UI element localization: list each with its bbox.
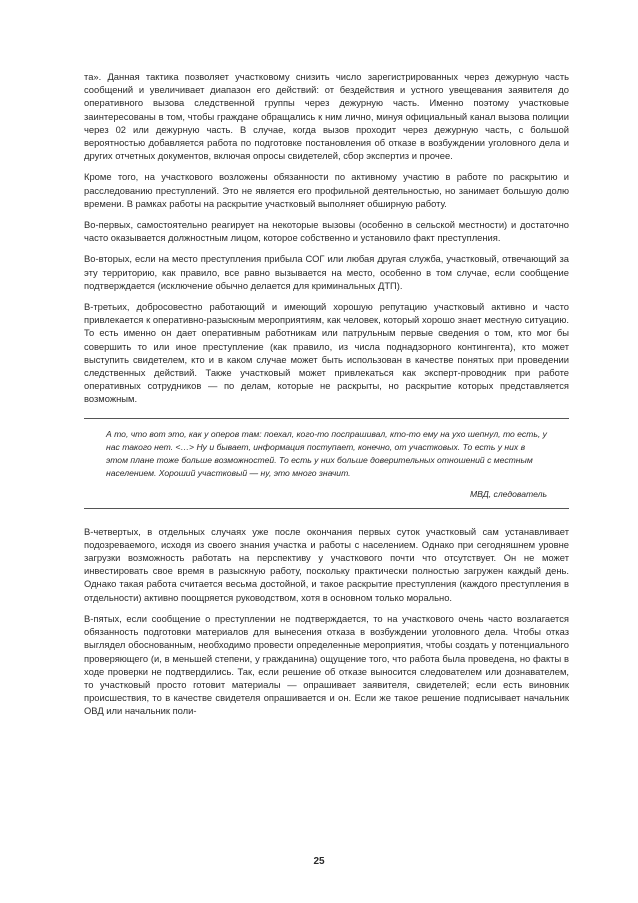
quote-source: МВД, следователь [470,488,547,499]
paragraph: В-четвертых, в отдельных случаях уже после окончания первых суток участковый сам устанавливает подозреваемого, исходя из своего знания участка и работы с населением. Однако при сегодняшнем уровне загрузки возможность работать на перспективу у участкового почти что отсутствует. Он не может инвестировать свое время в разыскную работу, поскольку практически полностью загружен каждый день. Однако такая работа считается весьма достойной, и такое раскрытие преступления (каждого преступления в отдельности) активно поощряется руководством, хотя в основном только морально. [84,525,569,603]
paragraph: Кроме того, на участкового возложены обязанности по активному участию в работе по раскрытию и расследованию преступлений. Это не является его профильной деятельностью, но занимает большую долю времени. В рамках работы на раскрытие участковый выполняет обширную работу. [84,171,569,209]
page-content [84,70,569,726]
interview-quote [84,418,569,509]
paragraph: та». Данная тактика позволяет участковому снизить число зарегистрированных через дежурную часть сообщений и увеличивает диапазон его действий: от бездействия и устного увещевания заявителя до оперативного вызова следственной группы через дежурную часть. Именно поэтому участковые заинтересованы в том, чтобы граждане обращались к ним лично, минуя официальный канал вызова полиции через 02 или дежурную часть. В случае, когда вызов проходит через дежурную часть, с большой вероятностью добавляется работа по подготовке постановления об отказе в возбуждении уголовного дела и других отчетных документов, включая опросы свидетелей, сбор экспертиз и прочее. [84,71,569,162]
paragraph: В-пятых, если сообщение о преступлении не подтверждается, то на участкового очень часто возлагается обязанность подготовки материалов для вынесения отказа в возбуждении уголовного дела. Чтобы отказ выглядел обоснованным, необходимо провести определенные мероприятия, чтобы создать у потенциального проверяющего (и, в меньшей степени, у гражданина) ощущение того, что работа была проведена, но факты в ходе проверки не подтвердились. Так, если решение об отказе выносится следователем или дознавателем, то участковый просто готовит материалы — опрашивает заявителя, свидетелей; если есть виновник происшествия, то в качестве свидетеля опрашивается и он. Если же такое решение подписывает начальник ОВД или начальник поли- [84,612,569,717]
paragraph: Во-вторых, если на место преступления прибыла СОГ или любая другая служба, участковый, отвечающий за эту территорию, как правило, все равно вызывается на место, особенно в том случае, если сообщение подтверждается (исключение обычно делается для криминальных ДТП). [84,253,569,291]
page-number: 25 [313,856,325,867]
paragraph: В-третьих, добросовестно работающий и имеющий хорошую репутацию участковый активно и часто привлекается к оперативно-разыскным мероприятиям, как человек, который хорошо знает местную ситуацию. То есть именно он дает оперативным работникам или патрульным первые сведения о том, кто мог бы совершить то или иное преступление (как правило, из числа поднадзорного контингента), кто может выступить свидетелем, кто и в каком случае может быть использован в качестве понятых при проведении следственных действий. Также участковый может привлекаться как эксперт-проводник при работе оперативных сотрудников — по делам, которые не раскрыты, но раскрытие которых представляется возможным. [84,301,569,405]
paragraph: Во-первых, самостоятельно реагирует на некоторые вызовы (особенно в сельской местности) и достаточно часто оказывается должностным лицом, которое собственно и установило факт преступления. [84,219,569,244]
quote-text: А то, что вот это, как у оперов там: поехал, кого-то поспрашивал, кто-то ему на ухо шепнул, то есть, у нас такого нет. <…> Ну и бывает, информация поступает, конечно, от участковых. То есть у них в этом плане тоже больше возможностей. То есть у них больше доверительных отношений с местным населением. Хороший участковый — ну, это много значит. [106,428,547,478]
